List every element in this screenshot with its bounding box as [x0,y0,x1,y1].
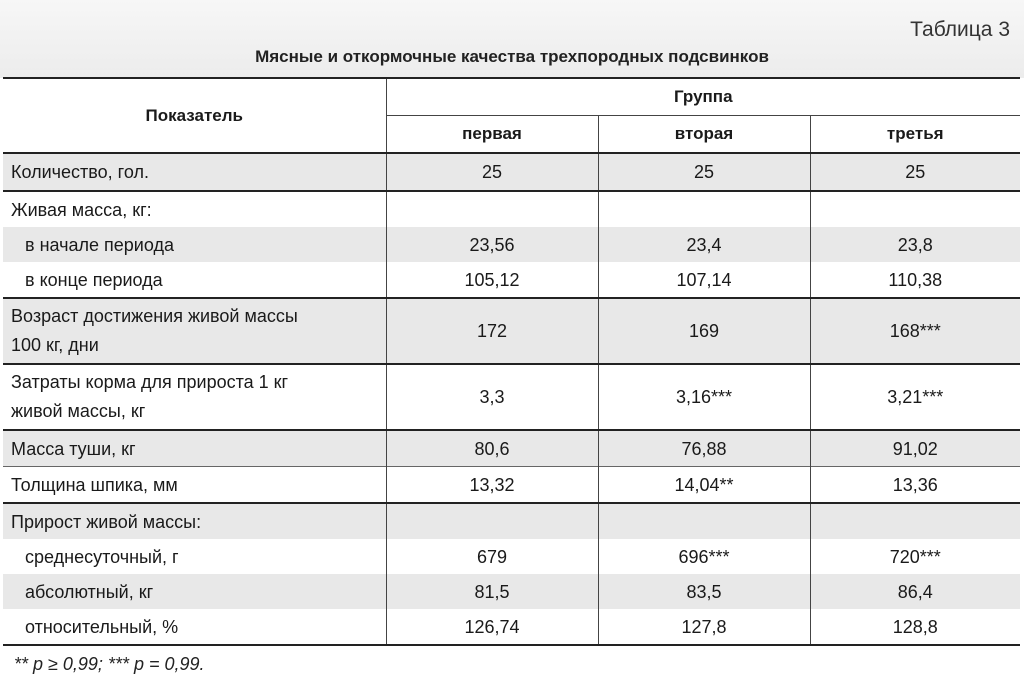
table-row-absolute [3,574,1020,609]
cell-first: 23,56 [386,227,598,262]
data-table [3,77,1020,646]
table-row-start [3,227,1020,262]
table-row-count [3,153,1020,191]
cell-second: 83,5 [598,574,810,609]
cell-first: 3,3 [386,364,598,430]
table-row-relative [3,609,1020,645]
row-label: Масса туши, кг [3,430,386,467]
group-third-header: третья [810,116,1020,154]
cell-first: 25 [386,153,598,191]
group-first-header: первая [386,116,598,154]
row-label: Живая масса, кг: [3,191,386,227]
row-label-line1: Затраты корма для прироста 1 кг [11,372,289,392]
table-row-feed [3,364,1020,430]
row-label: абсолютный, кг [3,574,386,609]
row-label: Количество, гол. [3,153,386,191]
cell-third: 13,36 [810,467,1020,504]
cell-second: 169 [598,298,810,364]
table-number: Таблица 3 [910,18,1010,41]
row-label-line2: живой массы, кг [11,401,146,421]
table-row-live-weight [3,191,1020,227]
table-row-fat [3,467,1020,504]
cell-first: 105,12 [386,262,598,298]
cell-third: 110,38 [810,262,1020,298]
table-row-gain [3,503,1020,539]
cell-third: 3,21*** [810,364,1020,430]
cell-first: 13,32 [386,467,598,504]
row-label: в конце периода [25,269,163,290]
cell-second: 14,04** [598,467,810,504]
row-label: относительный, % [3,609,386,645]
indicator-header: Показатель [3,78,386,153]
row-label: среднесуточный, г [25,546,179,567]
table-row-daily [3,539,1020,574]
significance-footnote: ** p ≥ 0,99; *** p = 0,99. [14,654,205,674]
cell-second: 25 [598,153,810,191]
row-label: в начале периода [3,227,386,262]
cell-first: 679 [386,539,598,574]
row-label: Толщина шпика, мм [3,467,386,504]
cell-first: 172 [386,298,598,364]
cell-second: 23,4 [598,227,810,262]
cell-third: 86,4 [810,574,1020,609]
cell-second: 696*** [598,539,810,574]
cell-second: 107,14 [598,262,810,298]
cell-first: 126,74 [386,609,598,645]
table-caption: Мясные и откормочные качества трехпородных подсвинков [255,47,769,66]
group-header: Группа [386,78,1020,116]
row-label-line1: Возраст достижения живой массы [11,306,298,326]
header-row-1 [3,78,1020,116]
cell-first: 81,5 [386,574,598,609]
cell-third: 128,8 [810,609,1020,645]
cell-second: 3,16*** [598,364,810,430]
row-label: Прирост живой массы: [3,503,386,539]
cell-third: 25 [810,153,1020,191]
table-row-end [3,262,1020,298]
cell-third: 23,8 [810,227,1020,262]
cell-third: 720*** [810,539,1020,574]
cell-third: 168*** [810,298,1020,364]
row-label-line2: 100 кг, дни [11,335,99,355]
table-row-age [3,298,1020,364]
cell-second: 127,8 [598,609,810,645]
cell-third: 91,02 [810,430,1020,467]
cell-first: 80,6 [386,430,598,467]
cell-second: 76,88 [598,430,810,467]
table-row-carcass [3,430,1020,467]
group-second-header: вторая [598,116,810,154]
